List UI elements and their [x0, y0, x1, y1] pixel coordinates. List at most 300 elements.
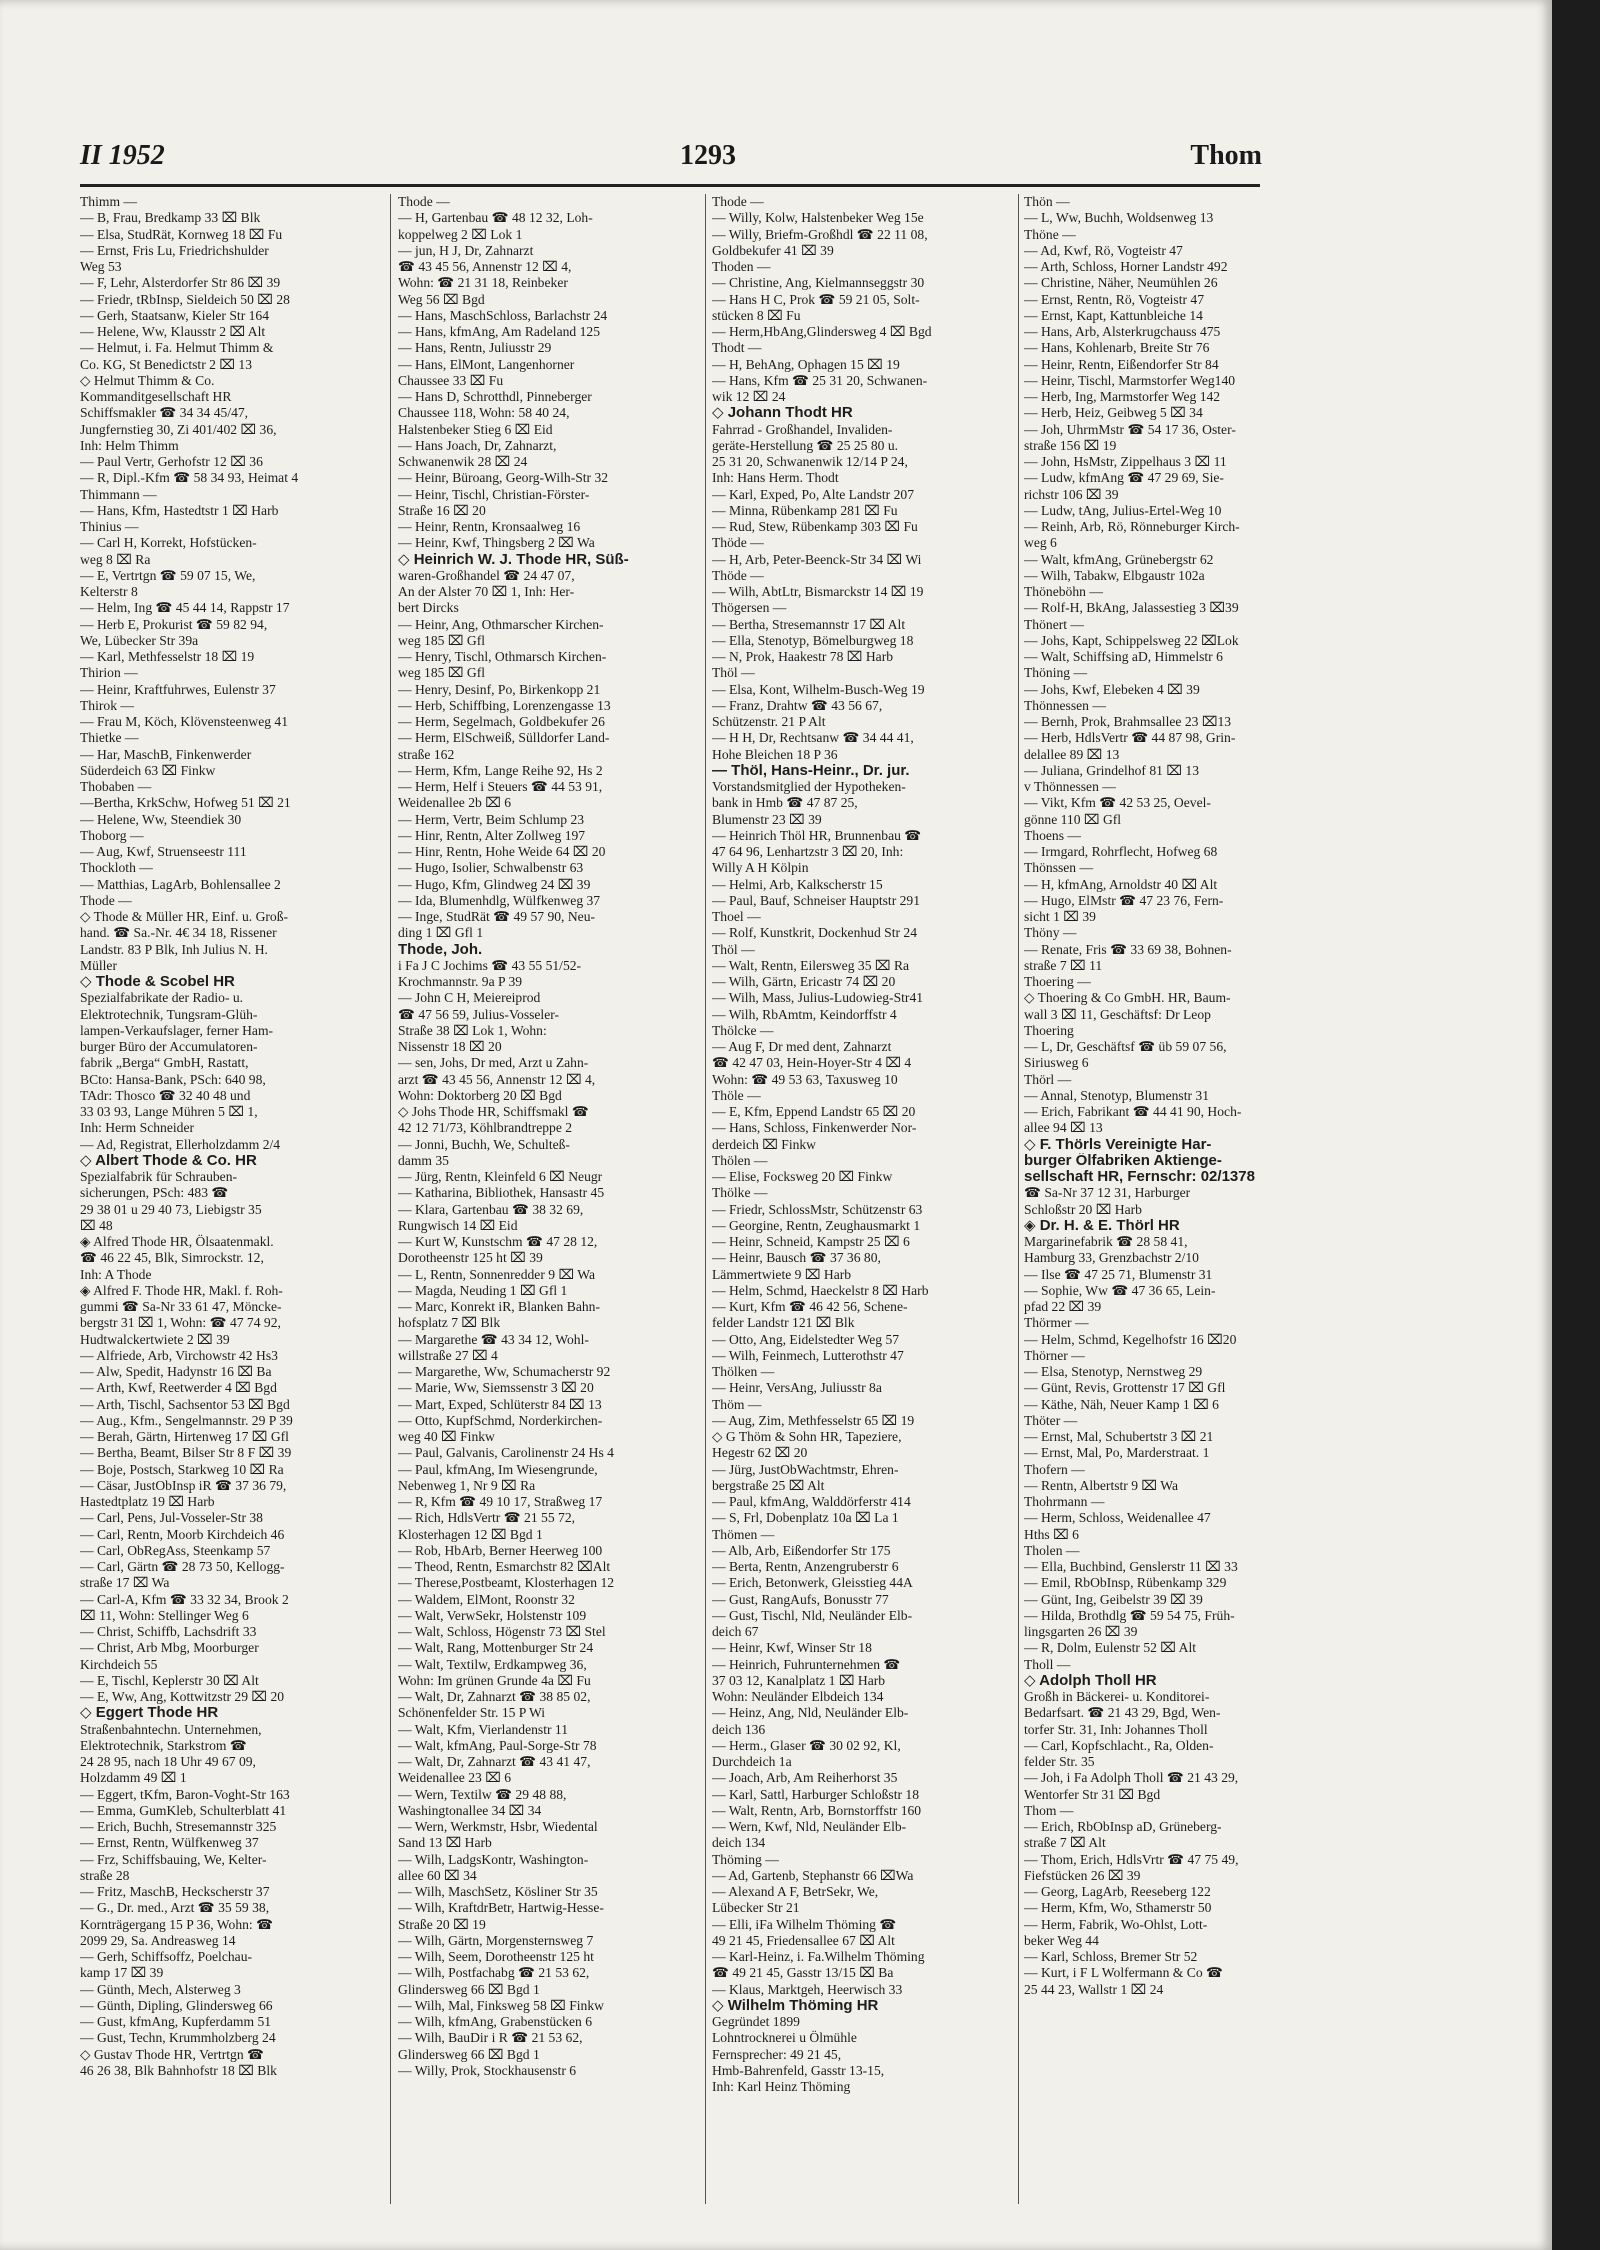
directory-entry-line: — Helmi, Arb, Kalkscherstr 15: [712, 876, 883, 892]
directory-entry-line: — Ida, Blumenhdlg, Wülfkenweg 37: [398, 892, 601, 908]
directory-entry-line: TAdr: Thosco ☎ 32 40 48 und: [80, 1087, 251, 1103]
directory-entry-line: Thoering —: [1024, 974, 1091, 989]
directory-entry-line: — Carl, Pens, Jul-Vosseler-Str 38: [80, 1510, 263, 1526]
directory-entry-line: — Alexand A F, BetrSekr, We,: [712, 1884, 879, 1899]
directory-entry-line: 25 44 23, Wallstr 1 ⌧ 24: [1024, 1981, 1164, 1997]
directory-entry-line: — Wilh, Seem, Dorotheenstr 125 ht: [398, 1949, 594, 1964]
directory-entry-line: — Henry, Tischl, Othmarsch Kirchen-: [398, 649, 607, 664]
directory-entry-line: — Jürg, JustObWachtmstr, Ehren-: [712, 1461, 899, 1477]
directory-entry-line: ☎ 47 56 59, Julius-Vosseler-: [398, 1006, 560, 1022]
directory-entry-line: weg 6: [1024, 535, 1057, 551]
directory-entry-line: — Sophie, Ww ☎ 47 36 65, Lein-: [1024, 1282, 1216, 1298]
directory-entry-line: — Herm, Kfm, Lange Reihe 92, Hs 2: [398, 762, 603, 778]
directory-entry-line: — Rentn, Albertstr 9 ⌧ Wa: [1024, 1477, 1179, 1493]
directory-entry-line: beker Weg 44: [1024, 1932, 1099, 1948]
directory-entry-line: Spezialfabrikate der Radio- u.: [80, 990, 244, 1006]
directory-entry-line: — Heinr, Tischl, Christian-Förster-: [398, 486, 590, 502]
directory-entry-line: Thietke —: [80, 730, 139, 746]
directory-entry-line: — Helene, Ww, Klausstr 2 ⌧ Alt: [80, 324, 266, 339]
column-divider: [705, 194, 706, 2204]
directory-entry-line: Co. KG, St Benedictstr 2 ⌧ 13: [80, 356, 252, 372]
directory-entry-line: — Frz, Schiffsbauing, We, Kelter-: [80, 1851, 267, 1867]
directory-entry-line: 49 21 45, Friedensallee 67 ⌧ Alt: [712, 1932, 895, 1948]
directory-entry-line: — Ludw, tAng, Julius-Ertel-Weg 10: [1024, 502, 1222, 518]
directory-entry-line: — Rud, Stew, Rübenkamp 303 ⌧ Fu: [712, 519, 918, 534]
directory-entry-line: Thölen —: [712, 1152, 768, 1168]
directory-entry-line: — Elsa, Stenotyp, Nernstweg 29: [1024, 1364, 1203, 1379]
directory-entry-line: Hohe Bleichen 18 P 36: [712, 746, 838, 762]
directory-entry-line: Glindersweg 66 ⌧ Bgd 1: [398, 2046, 540, 2062]
directory-entry-line: Thimm —: [80, 194, 138, 209]
directory-entry-line: bert Dircks: [398, 600, 459, 616]
directory-entry-line: 25 31 20, Schwanenwik 12/14 P 24,: [712, 454, 908, 469]
directory-entry-line: — Rich, HdlsVertr ☎ 21 55 72,: [398, 1510, 576, 1526]
directory-entry-line: — H, BehAng, Ophagen 15 ⌧ 19: [712, 356, 900, 372]
directory-entry-line: Thodt —: [712, 340, 762, 356]
directory-entry-line: Thöny —: [1024, 925, 1077, 941]
directory-entry-line: weg 40 ⌧ Finkw: [398, 1429, 495, 1444]
directory-entry-line: Thode, Joh.: [398, 941, 483, 958]
directory-entry-line: Lämmertwiete 9 ⌧ Harb: [712, 1266, 852, 1282]
directory-entry-line: Margarinefabrik ☎ 28 58 41,: [1024, 1234, 1188, 1249]
directory-entry-line: Inh: Helm Thimm: [80, 437, 179, 453]
directory-entry-line: Thoborg —: [80, 827, 144, 843]
directory-entry-line: — Hugo, Isolier, Schwalbenstr 63: [398, 860, 584, 876]
directory-entry-line: —Bertha, KrkSchw, Hofweg 51 ⌧ 21: [80, 795, 291, 811]
directory-entry-line: Thinius —: [80, 519, 139, 534]
directory-entry-line: — Thöl, Hans-Heinr., Dr. jur.: [712, 762, 910, 779]
directory-entry-line: ◇ Heinrich W. J. Thode HR, Süß-: [398, 551, 629, 568]
directory-entry-line: — Otto, Ang, Eidelstedter Weg 57: [712, 1331, 900, 1347]
directory-entry-line: — Hans, Kfm ☎ 25 31 20, Schwanen-: [712, 372, 928, 388]
directory-entry-line: Bedarfsart. ☎ 21 43 29, Bgd, Wen-: [1024, 1705, 1221, 1721]
directory-entry-line: waren-Großhandel ☎ 24 47 07,: [398, 567, 575, 583]
directory-entry-line: ◇ Thode & Scobel HR: [80, 974, 235, 990]
directory-entry-line: — Hans, ElMont, Langenhorner: [398, 356, 575, 372]
directory-entry-line: — Rob, HbArb, Berner Heerweg 100: [398, 1542, 603, 1558]
directory-entry-line: — Walt, Textilw, Erdkampweg 36,: [398, 1656, 587, 1672]
directory-entry-line: Lohntrocknerei u Ölmühle: [712, 2030, 857, 2046]
directory-entry-line: ⌧ 11, Wohn: Stellinger Weg 6: [80, 1607, 249, 1623]
directory-entry-line: torfer Str. 31, Inh: Johannes Tholl: [1024, 1721, 1208, 1737]
directory-entry-line: Thönssen —: [1024, 860, 1094, 876]
directory-entry-line: bank in Hmb ☎ 47 87 25,: [712, 795, 858, 811]
directory-entry-line: Fernsprecher: 49 21 45,: [712, 2046, 842, 2062]
directory-entry-line: — Johs, Kwf, Elebeken 4 ⌧ 39: [1024, 681, 1200, 697]
directory-entry-line: — Wilh, MaschSetz, Kösliner Str 35: [398, 1884, 598, 1899]
directory-entry-line: — R, Kfm ☎ 49 10 17, Straßweg 17: [398, 1494, 603, 1509]
directory-entry-line: — Joh, i Fa Adolph Tholl ☎ 21 43 29,: [1024, 1770, 1239, 1786]
directory-entry-line: Großh in Bäckerei- u. Konditorei-: [1024, 1689, 1210, 1704]
directory-entry-line: — Herm, ElSchweiß, Sülldorfer Land-: [398, 730, 610, 746]
directory-entry-line: Wohn: Neuländer Elbdeich 134: [712, 1689, 884, 1704]
directory-entry-line: 37 03 12, Kanalplatz 1 ⌧ Harb: [712, 1672, 886, 1688]
directory-entry-line: — Ad, Registrat, Ellerholzdamm 2/4: [80, 1136, 281, 1152]
directory-entry-line: stücken 8 ⌧ Fu: [712, 307, 801, 323]
directory-entry-line: delallee 89 ⌧ 13: [1024, 746, 1120, 762]
directory-entry-line: Tholl —: [1024, 1656, 1071, 1672]
directory-entry-line: — E, Tischl, Keplerstr 30 ⌧ Alt: [80, 1672, 259, 1688]
directory-entry-line: — Willy, Briefm-Großhdl ☎ 22 11 08,: [712, 226, 928, 242]
directory-entry-line: — Margarethe, Ww, Schumacherstr 92: [398, 1364, 611, 1379]
directory-entry-line: pfad 22 ⌧ 39: [1024, 1299, 1102, 1314]
directory-entry-line: Straßenbahntechn. Unternehmen,: [80, 1721, 262, 1737]
directory-entry-line: — Georg, LagArb, Reeseberg 122: [1024, 1884, 1211, 1899]
directory-entry-line: — Herb, Heiz, Geibweg 5 ⌧ 34: [1024, 405, 1203, 421]
directory-entry-line: — Hugo, ElMstr ☎ 47 23 76, Fern-: [1024, 892, 1224, 908]
directory-entry-line: — Cäsar, JustObInsp iR ☎ 37 36 79,: [80, 1477, 287, 1493]
directory-entry-line: Thörl —: [1024, 1071, 1072, 1087]
directory-entry-line: Spezialfabrik für Schrauben-: [80, 1169, 238, 1184]
directory-entry-line: — Ernst, Rentn, Wülfkenweg 37: [80, 1835, 259, 1851]
directory-entry-line: ☎ Sa-Nr 37 12 31, Harburger: [1024, 1185, 1191, 1201]
directory-entry-line: — Hilda, Brothdlg ☎ 59 54 75, Früh-: [1024, 1607, 1235, 1623]
directory-entry-line: — Marc, Konrekt iR, Blanken Bahn-: [398, 1299, 600, 1314]
column-3: [712, 194, 1012, 2204]
directory-entry-line: — Wilh, Tabakw, Elbgaustr 102a: [1024, 567, 1205, 583]
directory-entry-line: Klosterhagen 12 ⌧ Bgd 1: [398, 1526, 543, 1542]
directory-entry-line: allee 60 ⌧ 34: [398, 1867, 477, 1883]
directory-entry-line: — Wern, Kwf, Nld, Neuländer Elb-: [712, 1819, 907, 1834]
directory-entry-line: Inh: Hans Herm. Thodt: [712, 470, 839, 486]
directory-entry-line: — R, Dipl.-Kfm ☎ 58 34 93, Heimat 4: [80, 470, 299, 486]
directory-entry-line: — H, Arb, Peter-Beenck-Str 34 ⌧ Wi: [712, 551, 922, 567]
directory-entry-line: — Hans, MaschSchloss, Barlachstr 24: [398, 307, 608, 323]
directory-entry-line: Chaussee 33 ⌧ Fu: [398, 372, 504, 388]
directory-entry-line: Thofern —: [1024, 1461, 1085, 1477]
directory-entry-line: Goldbekufer 41 ⌧ 39: [712, 242, 834, 258]
directory-entry-line: Thönnessen —: [1024, 697, 1106, 713]
directory-entry-line: sellschaft HR, Fernschr: 02/1378: [1024, 1169, 1255, 1185]
directory-entry-line: — Reinh, Arb, Rö, Rönneburger Kirch-: [1024, 519, 1240, 534]
directory-entry-line: — Willy, Prok, Stockhausenstr 6: [398, 2062, 577, 2078]
directory-entry-line: — Klara, Gartenbau ☎ 38 32 69,: [398, 1201, 584, 1217]
directory-entry-line: — Ernst, Mal, Po, Marderstraat. 1: [1024, 1445, 1210, 1461]
directory-entry-line: — Aug, Kwf, Struenseestr 111: [80, 844, 247, 859]
directory-entry-line: — Günt, Revis, Grottenstr 17 ⌧ Gfl: [1024, 1380, 1226, 1396]
directory-entry-line: — Gerh, Staatsanw, Kieler Str 164: [80, 307, 270, 323]
directory-entry-line: derdeich ⌧ Finkw: [712, 1136, 817, 1152]
directory-entry-line: — Rolf, Kunstkrit, Dockenhud Str 24: [712, 925, 918, 941]
directory-entry-line: ◇ Thoering & Co GmbH. HR, Baum-: [1024, 990, 1231, 1006]
directory-entry-line: — Herm, Schloss, Weidenallee 47: [1024, 1510, 1211, 1526]
directory-entry-line: — Hans Joach, Dr, Zahnarzt,: [398, 437, 557, 453]
directory-entry-line: — Wilh, RbAmtm, Keindorffstr 4: [712, 1006, 897, 1022]
directory-entry-line: Straße 20 ⌧ 19: [398, 1916, 486, 1932]
directory-entry-line: — B, Frau, Bredkamp 33 ⌧ Blk: [80, 210, 261, 226]
directory-entry-line: — Paul Vertr, Gerhofstr 12 ⌧ 36: [80, 454, 263, 469]
directory-entry-line: — Minna, Rübenkamp 281 ⌧ Fu: [712, 502, 898, 518]
directory-entry-line: burger Büro der Accumulatoren-: [80, 1039, 258, 1054]
directory-entry-line: — Wilh, kfmAng, Grabenstücken 6: [398, 2014, 593, 2029]
directory-entry-line: — Wilh, Postfachabg ☎ 21 53 62,: [398, 1965, 590, 1981]
directory-entry-line: — Gust, Tischl, Nld, Neuländer Elb-: [712, 1607, 913, 1623]
directory-entry-line: — Heinr, Tischl, Marmstorfer Weg140: [1024, 372, 1236, 388]
directory-entry-line: v Thönnessen —: [1024, 779, 1116, 794]
directory-entry-line: Blumenstr 23 ⌧ 39: [712, 811, 822, 827]
directory-entry-line: — F, Lehr, Alsterdorfer Str 86 ⌧ 39: [80, 275, 281, 291]
directory-entry-line: straße 156 ⌧ 19: [1024, 437, 1117, 453]
directory-entry-line: — Heinr, VersAng, Juliusstr 8a: [712, 1380, 882, 1396]
directory-entry-line: Thölcke —: [712, 1022, 774, 1038]
directory-entry-line: — Heinr, Kraftfuhrwes, Eulenstr 37: [80, 681, 276, 697]
directory-entry-line: — Walt, Kfm, Vierlandenstr 11: [398, 1721, 568, 1737]
directory-entry-line: — Joh, UhrmMstr ☎ 54 17 36, Oster-: [1024, 421, 1236, 437]
directory-entry-line: — Hinr, Rentn, Hohe Weide 64 ⌧ 20: [398, 844, 606, 859]
directory-entry-line: Thoens —: [1024, 827, 1082, 843]
directory-entry-line: Inh: Herm Schneider: [80, 1120, 195, 1136]
directory-entry-line: — Eggert, tKfm, Baron-Voght-Str 163: [80, 1786, 290, 1802]
directory-entry-line: Kelterstr 8: [80, 584, 138, 599]
directory-entry-line: ◈ Alfred F. Thode HR, Makl. f. Roh-: [80, 1282, 283, 1298]
directory-entry-line: sicherungen, PSch: 483 ☎: [80, 1185, 229, 1201]
directory-entry-line: — Hans D, Schrotthdl, Pinneberger: [398, 389, 592, 404]
directory-entry-line: hofsplatz 7 ⌧ Blk: [398, 1315, 501, 1331]
directory-entry-line: Inh: A Thode: [80, 1266, 152, 1282]
column-divider: [390, 194, 391, 2204]
directory-entry-line: — Wilh, Feinmech, Lutterothstr 47: [712, 1347, 904, 1363]
directory-entry-line: Thode —: [398, 194, 450, 209]
directory-entry-line: Hths ⌧ 6: [1024, 1526, 1079, 1542]
directory-entry-line: — Ludw, kfmAng ☎ 47 29 69, Sie-: [1024, 470, 1224, 486]
directory-entry-line: — Ernst, Rentn, Rö, Vogteistr 47: [1024, 291, 1204, 307]
directory-entry-line: — Alb, Arb, Eißendorfer Str 175: [712, 1542, 891, 1558]
directory-entry-line: Müller: [80, 957, 117, 973]
directory-entry-line: — Hans, Kohlenarb, Breite Str 76: [1024, 340, 1210, 356]
directory-entry-line: Durchdeich 1a: [712, 1754, 792, 1769]
directory-entry-line: — Franz, Drahtw ☎ 43 56 67,: [712, 697, 883, 713]
directory-entry-line: Thohrmann —: [1024, 1494, 1105, 1509]
directory-entry-line: allee 94 ⌧ 13: [1024, 1120, 1103, 1136]
directory-entry-line: ☎ 43 45 56, Annenstr 12 ⌧ 4,: [398, 259, 572, 274]
directory-entry-line: — John, HsMstr, Zippelhaus 3 ⌧ 11: [1024, 454, 1227, 469]
directory-entry-line: — Walt, Rentn, Eilersweg 35 ⌧ Ra: [712, 957, 910, 973]
directory-entry-line: — Erich, Fabrikant ☎ 44 41 90, Hoch-: [1024, 1104, 1242, 1119]
directory-entry-line: kamp 17 ⌧ 39: [80, 1965, 164, 1981]
directory-entry-line: — Herb E, Prokurist ☎ 59 82 94,: [80, 616, 268, 632]
directory-entry-line: — Christ, Schiffb, Lachsdrift 33: [80, 1624, 257, 1639]
directory-entry-line: Nissenstr 18 ⌧ 20: [398, 1039, 502, 1054]
directory-entry-line: Thögersen —: [712, 600, 787, 616]
directory-entry-line: Wentorfer Str 31 ⌧ Bgd: [1024, 1786, 1161, 1802]
directory-entry-line: We, Lübecker Str 39a: [80, 632, 199, 648]
directory-entry-line: ◈ Alfred Thode HR, Ölsaatenmakl.: [80, 1234, 274, 1249]
directory-entry-line: — Inge, StudRät ☎ 49 57 90, Neu-: [398, 909, 596, 924]
directory-entry-line: deich 136: [712, 1721, 766, 1737]
directory-entry-line: — Arth, Kwf, Reetwerder 4 ⌧ Bgd: [80, 1380, 277, 1396]
directory-entry-line: — Wilh, LadgsKontr, Washington-: [398, 1851, 589, 1867]
directory-entry-line: — Jürg, Rentn, Kleinfeld 6 ⌧ Neugr: [398, 1169, 603, 1184]
directory-entry-line: — Wilh, AbtLtr, Bismarckstr 14 ⌧ 19: [712, 584, 924, 599]
directory-entry-line: felder Landstr 121 ⌧ Blk: [712, 1315, 855, 1331]
directory-entry-line: burger Ölfabriken Aktienge-: [1024, 1152, 1222, 1169]
directory-entry-line: — Ernst, Mal, Schubertstr 3 ⌧ 21: [1024, 1429, 1214, 1444]
directory-entry-line: Thölken —: [712, 1364, 775, 1379]
directory-entry-line: — Karl, Methfesselstr 18 ⌧ 19: [80, 649, 255, 664]
directory-entry-line: Kommanditgesellschaft HR: [80, 389, 232, 404]
directory-entry-line: — Ad, Gartenb, Stephanstr 66 ⌧Wa: [712, 1867, 914, 1883]
directory-entry-line: ◇ Adolph Tholl HR: [1024, 1672, 1157, 1689]
directory-entry-line: — Wilh, BauDir i R ☎ 21 53 62,: [398, 2030, 583, 2046]
directory-entry-line: — Mart, Exped, Schlüterstr 84 ⌧ 13: [398, 1396, 602, 1412]
directory-entry-line: — Carl-A, Kfm ☎ 33 32 34, Brook 2: [80, 1591, 289, 1607]
directory-entry-line: — Heinr, Ang, Othmarscher Kirchen-: [398, 616, 604, 632]
directory-entry-line: — Christine, Ang, Kielmannseggstr 30: [712, 275, 925, 291]
directory-entry-line: — Bernh, Prok, Brahmsallee 23 ⌧13: [1024, 714, 1232, 729]
directory-entry-line: — Friedr, SchlossMstr, Schützenstr 63: [712, 1201, 923, 1217]
directory-entry-line: — H, kfmAng, Arnoldstr 40 ⌧ Alt: [1024, 876, 1218, 892]
directory-entry-line: — Helm, Schmd, Kegelhofstr 16 ⌧20: [1024, 1331, 1237, 1347]
directory-entry-line: — Walt, kfmAng, Grünebergstr 62: [1024, 551, 1214, 567]
directory-entry-line: — Herb, Ing, Marmstorfer Weg 142: [1024, 389, 1221, 404]
directory-entry-line: — L, Dr, Geschäftsf ☎ üb 59 07 56,: [1024, 1039, 1227, 1054]
directory-entry-line: — John C H, Meiereiprod: [398, 990, 541, 1006]
directory-entry-line: — Alw, Spedit, Hadynstr 16 ⌧ Ba: [80, 1364, 272, 1379]
directory-entry-line: Weidenallee 23 ⌧ 6: [398, 1770, 512, 1786]
directory-entry-line: felder Str. 35: [1024, 1754, 1095, 1769]
directory-entry-line: Vorstandsmitglied der Hypotheken-: [712, 779, 906, 794]
directory-entry-line: — Günth, Dipling, Glindersweg 66: [80, 1997, 273, 2013]
directory-entry-line: — Arth, Tischl, Sachsentor 53 ⌧ Bgd: [80, 1396, 290, 1412]
volume-year: II 1952: [80, 140, 165, 171]
directory-entry-line: Thörmer —: [1024, 1315, 1089, 1331]
directory-entry-line: — Elli, iFa Wilhelm Thöming ☎: [712, 1916, 897, 1932]
directory-entry-line: deich 67: [712, 1624, 759, 1639]
directory-entry-line: — Alfriede, Arb, Virchowstr 42 Hs3: [80, 1347, 278, 1363]
directory-entry-line: — Hans H C, Prok ☎ 59 21 05, Solt-: [712, 291, 920, 307]
directory-entry-line: — Günt, Ing, Geibelstr 39 ⌧ 39: [1024, 1591, 1203, 1607]
directory-entry-line: Thimmann —: [80, 486, 157, 502]
directory-entry-line: ◇ Johann Thodt HR: [712, 405, 853, 422]
directory-entry-line: Thöde —: [712, 535, 764, 551]
directory-entry-line: Nebenweg 1, Nr 9 ⌧ Ra: [398, 1477, 536, 1493]
directory-entry-line: — R, Dolm, Eulenstr 52 ⌧ Alt: [1024, 1640, 1196, 1656]
directory-entry-line: — Margarethe ☎ 43 34 12, Wohl-: [398, 1331, 589, 1347]
directory-entry-line: — Vikt, Kfm ☎ 42 53 25, Oevel-: [1024, 795, 1211, 811]
directory-entry-line: — Kurt, i F L Wolfermann & Co ☎: [1024, 1965, 1223, 1981]
directory-entry-line: — S, Frl, Dobenplatz 10a ⌧ La 1: [712, 1510, 899, 1526]
directory-entry-line: — Ernst, Fris Lu, Friedrichshulder: [80, 242, 269, 258]
directory-entry-line: — Friedr, tRbInsp, Sieldeich 50 ⌧ 28: [80, 291, 290, 307]
directory-entry-line: Thön —: [1024, 194, 1070, 209]
directory-entry-line: — Elsa, StudRät, Kornweg 18 ⌧ Fu: [80, 226, 283, 242]
directory-entry-line: — Herm, Vertr, Beim Schlump 23: [398, 811, 585, 827]
directory-entry-line: — Hugo, Kfm, Glindweg 24 ⌧ 39: [398, 876, 591, 892]
directory-entry-line: — Wern, Werkmstr, Hsbr, Wiedental: [398, 1819, 598, 1834]
directory-entry-line: Lübecker Str 21: [712, 1900, 800, 1916]
directory-entry-line: ◇ Helmut Thimm & Co.: [80, 372, 215, 388]
directory-entry-line: Jungfernstieg 30, Zi 401/402 ⌧ 36,: [80, 421, 277, 437]
directory-entry-line: — Gust, RangAufs, Bonusstr 77: [712, 1591, 889, 1607]
directory-entry-line: Straße 38 ⌧ Lok 1, Wohn:: [398, 1022, 547, 1038]
directory-entry-line: Glindersweg 66 ⌧ Bgd 1: [398, 1981, 540, 1997]
directory-entry-line: Fiefstücken 26 ⌧ 39: [1024, 1867, 1141, 1883]
directory-entry-line: Thöter —: [1024, 1412, 1078, 1428]
directory-entry-line: Thöde —: [712, 567, 764, 583]
directory-entry-line: ◇ F. Thörls Vereinigte Har-: [1024, 1136, 1212, 1153]
directory-entry-line: — Ilse ☎ 47 25 71, Blumenstr 31: [1024, 1266, 1213, 1282]
directory-entry-line: Krochmannstr. 9a P 39: [398, 974, 523, 989]
directory-entry-line: Süderdeich 63 ⌧ Finkw: [80, 762, 216, 778]
directory-entry-line: — Theod, Rentn, Esmarchstr 82 ⌧Alt: [398, 1559, 611, 1574]
directory-entry-line: — Helene, Ww, Steendiek 30: [80, 811, 242, 827]
directory-entry-line: ◇ G Thöm & Sohn HR, Tapeziere,: [712, 1429, 902, 1444]
directory-entry-line: — Karl, Exped, Po, Alte Landstr 207: [712, 486, 914, 502]
directory-entry-line: — Christine, Näher, Neumühlen 26: [1024, 275, 1218, 291]
directory-entry-line: Thöl —: [712, 941, 755, 957]
directory-entry-line: Elektrotechnik, Tungsram-Glüh-: [80, 1006, 258, 1022]
directory-entry-line: — Wilh, Gärtn, Ericastr 74 ⌧ 20: [712, 974, 896, 989]
directory-entry-line: An der Alster 70 ⌧ 1, Inh: Her-: [398, 584, 575, 599]
directory-entry-line: straße 17 ⌧ Wa: [80, 1575, 170, 1591]
directory-entry-line: — Ella, Buchbind, Genslerstr 11 ⌧ 33: [1024, 1559, 1238, 1574]
directory-entry-line: Thöneböhn —: [1024, 584, 1103, 599]
directory-entry-line: Hastedtplatz 19 ⌧ Harb: [80, 1494, 215, 1509]
directory-entry-line: ◇ Eggert Thode HR: [80, 1705, 219, 1722]
directory-entry-line: Thölke —: [712, 1185, 768, 1201]
directory-entry-line: Thöl —: [712, 665, 755, 681]
directory-entry-line: lampen-Verkaufslager, ferner Ham-: [80, 1022, 274, 1038]
directory-entry-line: — Gust, kfmAng, Kupferdamm 51: [80, 2014, 272, 2029]
running-head: Thom: [1190, 140, 1262, 171]
directory-entry-line: — Ernst, Kapt, Kattunbleiche 14: [1024, 307, 1203, 323]
directory-entry-line: — Käthe, Näh, Neuer Kamp 1 ⌧ 6: [1024, 1396, 1219, 1412]
directory-entry-line: Thoering: [1024, 1022, 1074, 1038]
directory-entry-line: Wohn: Doktorberg 20 ⌧ Bgd: [398, 1087, 562, 1103]
directory-entry-line: Thom —: [1024, 1802, 1074, 1818]
page-header: [80, 140, 1260, 187]
directory-entry-line: 2099 29, Sa. Andreasweg 14: [80, 1932, 236, 1948]
directory-entry-line: — H H, Dr, Rechtsanw ☎ 34 44 41,: [712, 730, 914, 746]
directory-entry-line: Siriusweg 6: [1024, 1055, 1089, 1071]
directory-entry-line: weg 185 ⌧ Gfl: [398, 665, 486, 681]
directory-entry-line: Weg 56 ⌧ Bgd: [398, 291, 485, 307]
directory-entry-line: — Arth, Schloss, Horner Landstr 492: [1024, 259, 1228, 274]
directory-entry-line: Inh: Karl Heinz Thöming: [712, 2079, 851, 2094]
directory-entry-line: straße 162: [398, 746, 455, 762]
directory-entry-line: fabrik „Berga“ GmbH, Rastatt,: [80, 1055, 249, 1071]
directory-entry-line: — G., Dr. med., Arzt ☎ 35 59 38,: [80, 1900, 270, 1916]
directory-entry-line: — Boje, Postsch, Starkweg 10 ⌧ Ra: [80, 1461, 284, 1477]
directory-entry-line: — Carl, Kopfschlacht., Ra, Olden-: [1024, 1737, 1214, 1753]
directory-entry-line: Hmb-Bahrenfeld, Gasstr 13-15,: [712, 2062, 885, 2078]
directory-entry-line: Washingtonallee 34 ⌧ 34: [398, 1802, 542, 1818]
directory-entry-line: — Ad, Kwf, Rö, Vogteistr 47: [1024, 242, 1183, 258]
directory-entry-line: — Heinr, Schneid, Kampstr 25 ⌧ 6: [712, 1234, 910, 1249]
directory-entry-line: Hegestr 62 ⌧ 20: [712, 1445, 808, 1461]
directory-entry-line: — Walt, kfmAng, Paul-Sorge-Str 78: [398, 1737, 597, 1753]
directory-entry-line: Thockloth —: [80, 860, 153, 876]
directory-entry-line: — Heinrich, Fuhrunternehmen ☎: [712, 1656, 901, 1672]
directory-entry-line: — Karl-Heinz, i. Fa.Wilhelm Thöming: [712, 1949, 925, 1964]
directory-entry-line: — Walt, VerwSekr, Holstenstr 109: [398, 1607, 587, 1623]
directory-entry-line: — jun, H J, Dr, Zahnarzt: [398, 242, 534, 258]
directory-entry-line: — Har, MaschB, Finkenwerder: [80, 746, 252, 762]
directory-entry-line: — Ella, Stenotyp, Bömelburgweg 18: [712, 632, 914, 648]
directory-entry-line: Thöm —: [712, 1396, 762, 1412]
directory-entry-line: 42 12 71/73, Köhlbrandtreppe 2: [398, 1120, 573, 1136]
directory-entry-line: — Helm, Schmd, Haeckelstr 8 ⌧ Harb: [712, 1282, 929, 1298]
directory-entry-line: Willy A H Kölpin: [712, 860, 809, 876]
directory-entry-line: — H, Gartenbau ☎ 48 12 32, Loh-: [398, 210, 593, 226]
directory-entry-line: koppelweg 2 ⌧ Lok 1: [398, 226, 523, 242]
directory-entry-line: geräte-Herstellung ☎ 25 25 80 u.: [712, 437, 899, 453]
directory-entry-line: Holzdamm 49 ⌧ 1: [80, 1770, 187, 1786]
directory-entry-line: ☎ 46 22 45, Blk, Simrockstr. 12,: [80, 1250, 264, 1266]
directory-entry-line: — Heinr, Rentn, Kronsaalweg 16: [398, 519, 581, 534]
directory-entry-line: — Karl, Schloss, Bremer Str 52: [1024, 1949, 1198, 1964]
directory-entry-line: Weg 53: [80, 259, 122, 274]
